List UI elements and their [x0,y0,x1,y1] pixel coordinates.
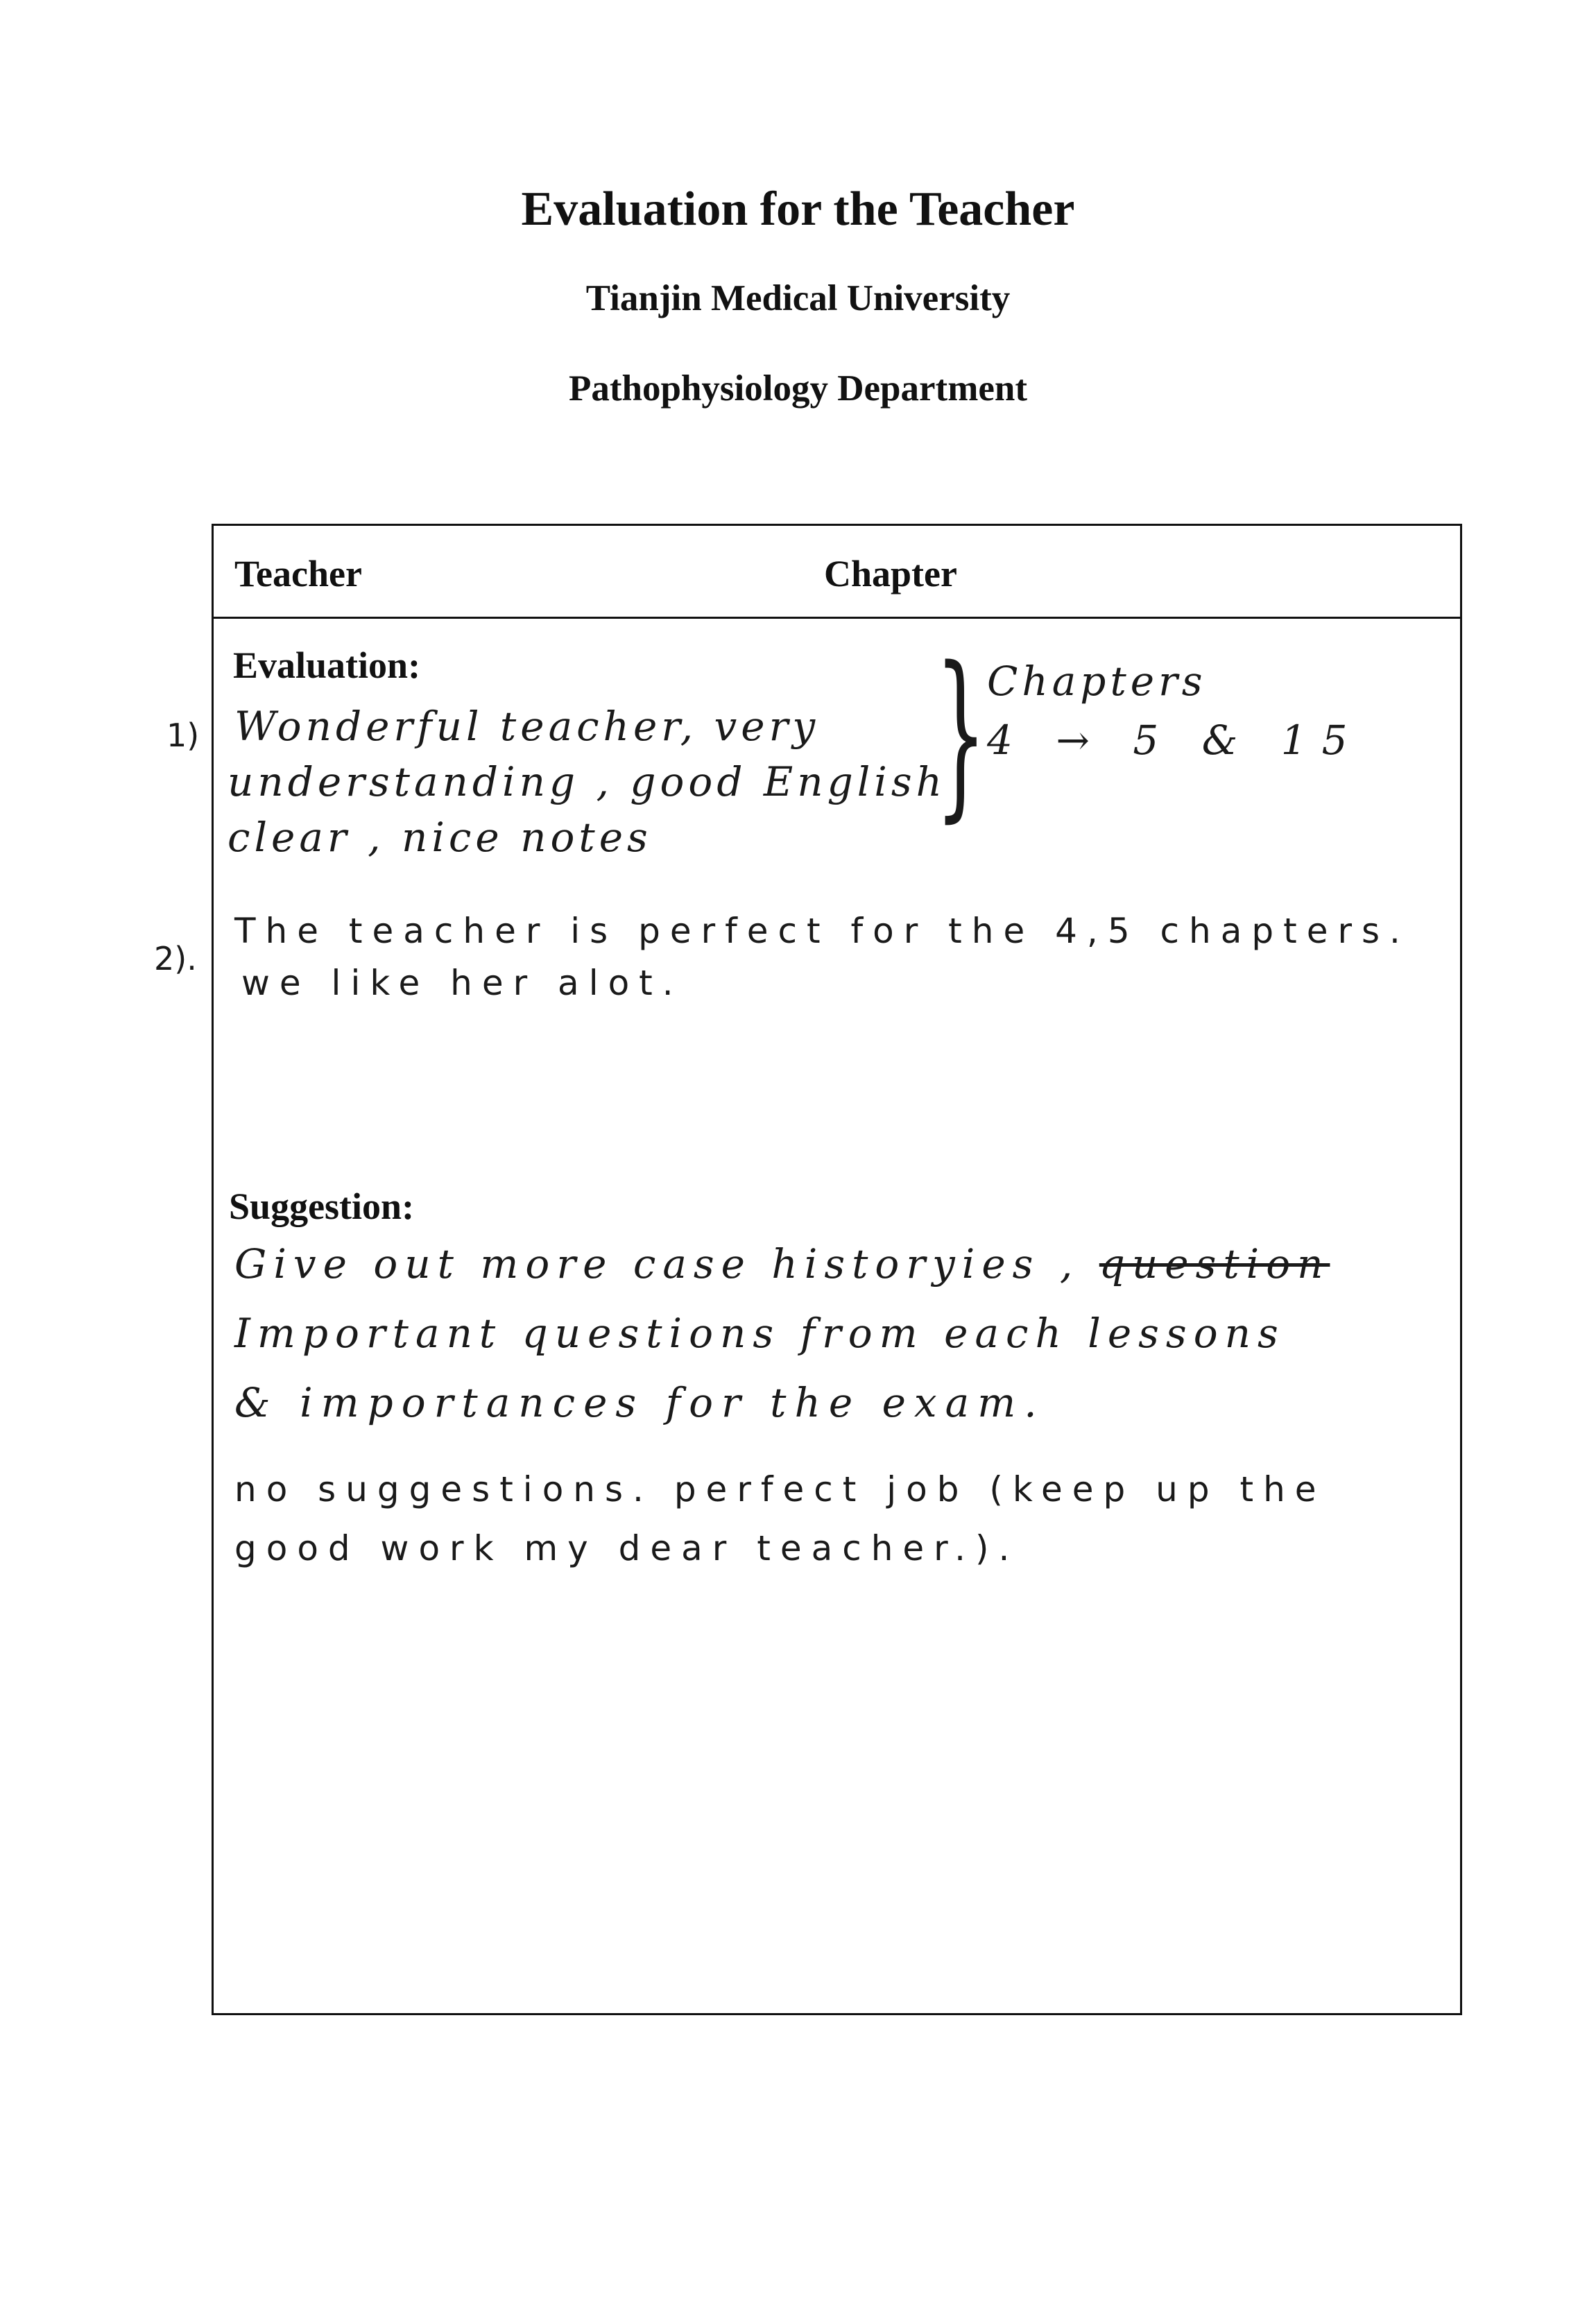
document-title: Evaluation for the Teacher [521,182,1075,236]
suggestion-1-line-2: Important questions from each lessons [234,1310,1285,1357]
suggestion-section-label: Suggestion: [229,1186,415,1227]
evaluation-1-line-1: Wonderful teacher, very [234,703,820,750]
suggestion-1-struck-word: question [1099,1240,1330,1287]
evaluation-2-line-2: we like her alot. [241,963,683,1003]
suggestion-2-line-2: good work my dear teacher.). [234,1528,1020,1568]
department-name: Pathophysiology Department [568,368,1028,409]
form-header-row [214,526,1460,619]
evaluation-section-label: Evaluation: [233,644,421,686]
evaluation-1-line-3: clear , nice notes [228,814,652,861]
chapters-note-line-1: Chapters [987,658,1207,705]
suggestion-2-line-1: no suggestions. perfect job (keep up the [234,1469,1326,1509]
suggestion-1-line-1-text: Give out more case historyies , [234,1240,1080,1287]
evaluation-form [212,524,1462,2015]
chapters-note-line-2: 4 → 5 & 15 [987,717,1363,764]
teacher-field-label: Teacher [234,553,362,594]
curly-brace-mark: } [935,629,987,839]
suggestion-1-line-1 [234,1240,1330,1287]
evaluation-2-line-1: The teacher is perfect for the 4,5 chapters. [234,911,1410,951]
evaluation-1-margin-number: 1) [166,717,200,754]
university-name: Tianjin Medical University [585,278,1011,318]
suggestion-1-line-3: & importances for the exam. [234,1379,1045,1426]
chapter-field-label: Chapter [824,553,957,594]
evaluation-1-line-2: understanding , good English [228,758,946,805]
evaluation-2-margin-number: 2). [154,940,197,977]
